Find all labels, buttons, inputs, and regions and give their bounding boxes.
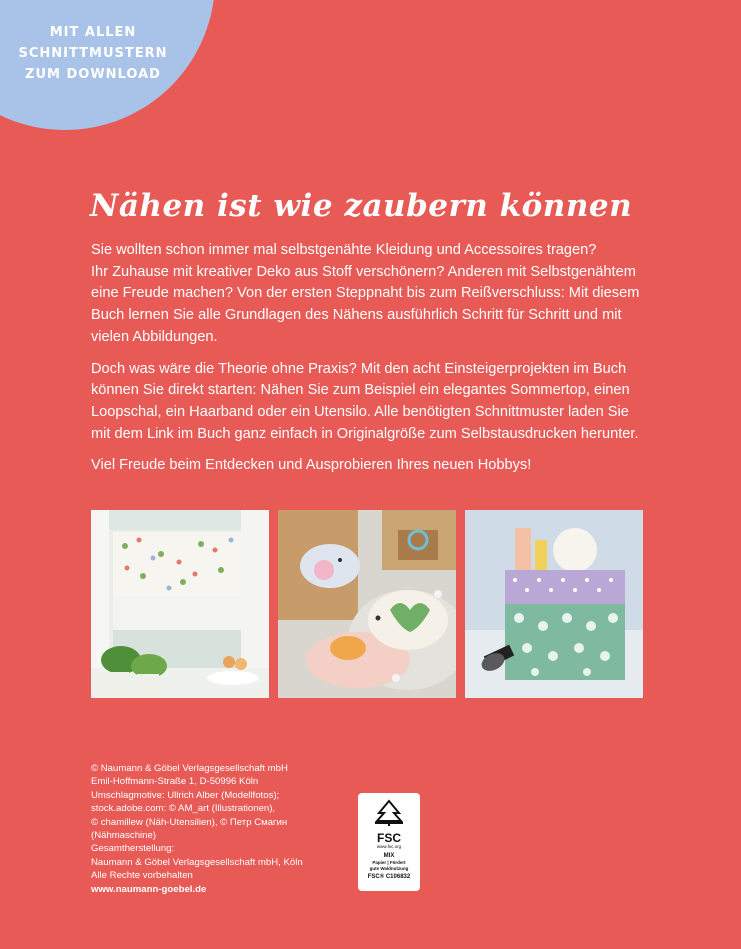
fsc-line-1: Papier | Fördert [372, 860, 406, 865]
fsc-tree-icon [358, 799, 420, 832]
imprint-line: Naumann & Göbel Verlagsgesellschaft mbH, Köln [91, 856, 303, 868]
fsc-code: FSC® C106832 [367, 874, 411, 880]
photo-window-curtain [91, 510, 269, 698]
imprint-line: Umschlagmotive: Ullrich Alber (Modellfotos); [91, 789, 280, 801]
blurb-line: Viel Freude beim Entdecken und Ausprobieren Ihres neuen Hobbys! [91, 457, 532, 474]
fsc-word: FSC [377, 831, 401, 845]
blurb-line: können Sie direkt starten: Nähen Sie zum Beispiel ein elegantes Sommertop, einen [91, 382, 630, 399]
download-badge-text [18, 22, 168, 85]
blurb-paragraph-2 [91, 359, 651, 446]
imprint-line: Gesamtherstellung: [91, 843, 175, 855]
imprint [91, 762, 303, 896]
blurb-line: eine Freude machen? Von der ersten Steppnaht bis zum Reißverschluss: Mit diesem [91, 285, 640, 302]
imprint-line: (Nähmaschine) [91, 830, 157, 842]
badge-line-2: SCHNITTMUSTERN [18, 46, 168, 61]
fsc-site: www.fsc.org [376, 844, 402, 849]
blurb-paragraph-3 [91, 455, 651, 477]
fsc-mix: MIX [383, 853, 395, 859]
blurb [91, 240, 651, 487]
imprint-line: stock.adobe.com: © AM_art (Illustrationen), [91, 803, 276, 815]
badge-line-1: MIT ALLEN [49, 25, 137, 40]
website-link[interactable]: www.naumann-goebel.de [91, 883, 207, 895]
blurb-line: mit dem Link im Buch ganz einfach in Originalgröße zum Selbstausdrucken herunter. [91, 425, 639, 442]
imprint-line: Alle Rechte vorbehalten [91, 870, 193, 882]
blurb-line: Buch lernen Sie alle Grundlagen des Nähens ausführlich Schritt für Schritt und mit [91, 307, 622, 324]
fsc-label [358, 793, 420, 891]
blurb-line: Loopschal, ein Haarband oder ein Utensilo. Alle benötigten Schnittmuster laden Sie [91, 403, 629, 420]
blurb-line: vielen Abbildungen. [91, 328, 218, 345]
imprint-line: © Naumann & Göbel Verlagsgesellschaft mbH [91, 763, 288, 774]
badge-line-3: ZUM DOWNLOAD [25, 67, 161, 82]
blurb-line: Sie wollten schon immer mal selbstgenähte Kleidung und Accessoires tragen? [91, 242, 597, 258]
blurb-paragraph-1 [91, 240, 651, 349]
imprint-line: Emil-Hoffmann-Straße 1, D-50996 Köln [91, 776, 259, 788]
imprint-line: © chamillew (Näh-Utensilien), © Петр Смагин [91, 816, 288, 828]
photo-fabric-basket [465, 510, 643, 698]
fsc-line-2: gute Waldnutzung [369, 866, 409, 871]
headline: Nähen ist wie zaubern können [90, 188, 633, 224]
blurb-line: Ihr Zuhause mit kreativer Deko aus Stoff verschönern? Anderen mit Selbstgenähtem [91, 263, 636, 280]
blurb-line: Doch was wäre die Theorie ohne Praxis? Mit den acht Einsteigerprojekten im Buch [91, 360, 627, 377]
photo-fabric-birds [278, 510, 456, 698]
